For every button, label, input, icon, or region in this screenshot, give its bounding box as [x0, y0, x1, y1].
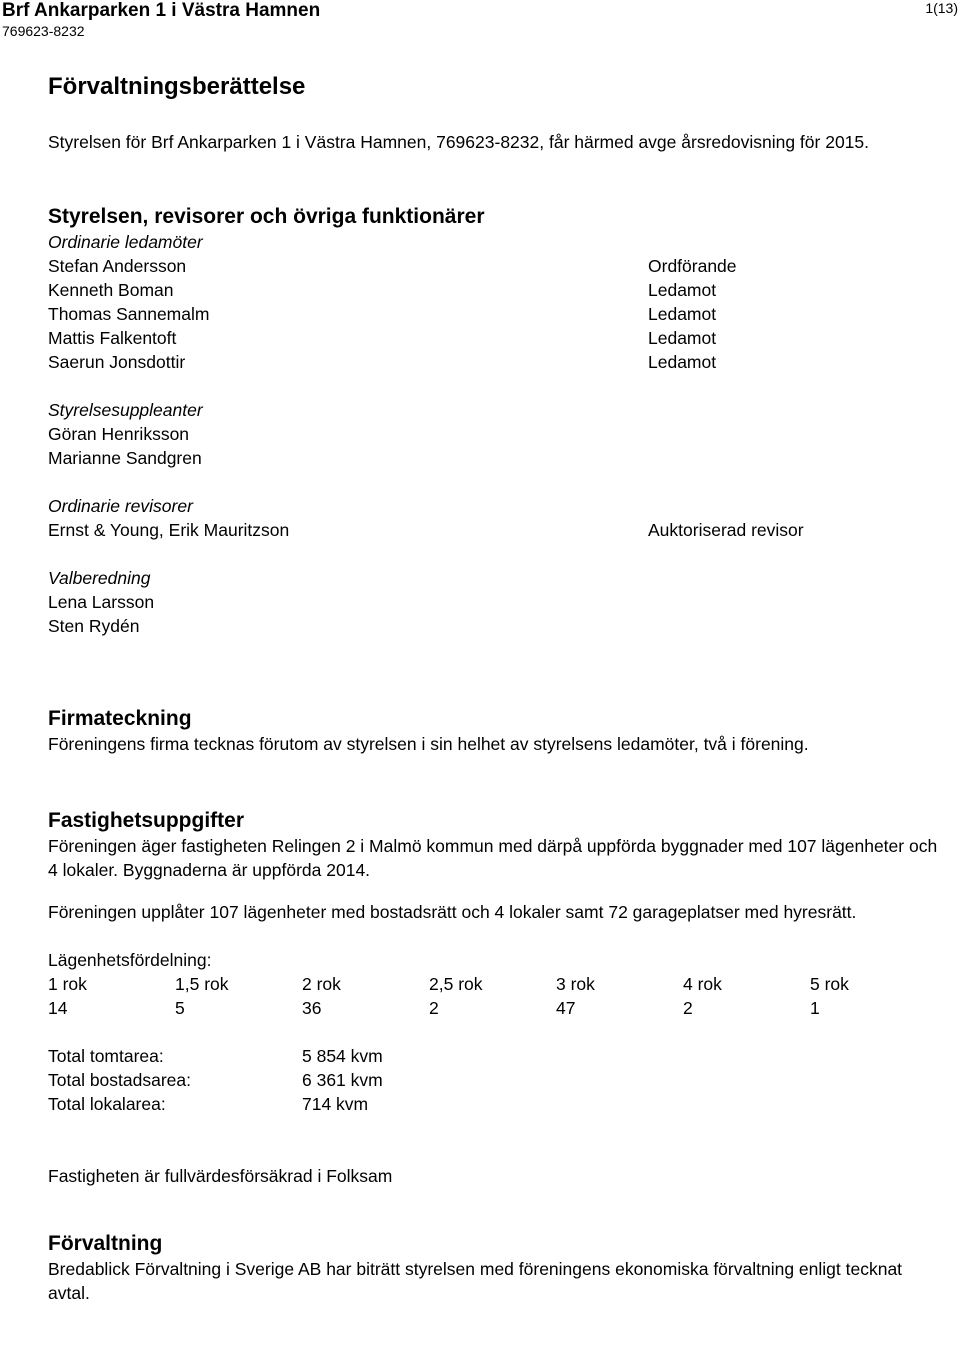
auditor-role: Auktoriserad revisor: [648, 520, 804, 540]
member-name: Thomas Sannemalm: [48, 304, 210, 324]
area-label: Total bostadsarea:: [48, 1070, 192, 1090]
board-heading: Styrelsen, revisorer och övriga funktionärer: [48, 205, 485, 228]
intro-paragraph: Styrelsen för Brf Ankarparken 1 i Västra Hamnen, 769623-8232, får härmed avge årsredovisning för 2015.: [48, 132, 870, 152]
distribution-type: 3 rok: [556, 974, 595, 994]
page-title: Förvaltningsberättelse: [48, 73, 306, 100]
distribution-count: 2: [429, 998, 439, 1018]
area-label: Total lokalarea:: [48, 1094, 166, 1114]
header-org-number: 769623-8232: [2, 23, 85, 39]
distribution-type: 1,5 rok: [175, 974, 229, 994]
nomination-label: Valberedning: [48, 568, 151, 588]
signing-heading: Firmateckning: [48, 707, 192, 730]
insurance-note: Fastigheten är fullvärdesförsäkrad i Folksam: [48, 1166, 393, 1186]
members-label: Ordinarie ledamöter: [48, 232, 203, 252]
distribution-count: 47: [556, 998, 576, 1018]
distribution-label: Lägenhetsfördelning:: [48, 950, 212, 970]
deputies-label: Styrelsesuppleanter: [48, 400, 203, 420]
members-list: [48, 254, 948, 374]
member-name: Mattis Falkentoft: [48, 328, 177, 348]
distribution-count: 1: [810, 998, 820, 1018]
distribution-table: [48, 972, 948, 1020]
auditors-list: [48, 518, 948, 542]
management-text: Bredablick Förvaltning i Sverige AB har biträtt styrelsen med föreningens ekonomiska förvaltning enligt tecknat avtal.: [48, 1259, 903, 1303]
areas-table: [48, 1044, 948, 1116]
distribution-count: 5: [175, 998, 185, 1018]
distribution-type: 2 rok: [302, 974, 341, 994]
auditor-name: Ernst & Young, Erik Mauritzson: [48, 520, 290, 540]
header-page-number: 1(13): [925, 0, 958, 16]
member-role: Ledamot: [648, 352, 717, 372]
nomination-member: Lena Larsson: [48, 592, 155, 612]
distribution-type: 4 rok: [683, 974, 722, 994]
signing-text: Föreningens firma tecknas förutom av styrelsen i sin helhet av styrelsens ledamöter, två i förening.: [48, 734, 809, 754]
member-name: Saerun Jonsdottir: [48, 352, 186, 372]
area-value: 714 kvm: [302, 1094, 369, 1114]
distribution-type: 5 rok: [810, 974, 849, 994]
member-role: Ledamot: [648, 280, 717, 300]
property-heading: Fastighetsuppgifter: [48, 809, 245, 832]
member-role: Ledamot: [648, 328, 717, 348]
distribution-type: 1 rok: [48, 974, 87, 994]
property-paragraph: Föreningen upplåter 107 lägenheter med bostadsrätt och 4 lokaler samt 72 garageplatser med hyresrätt.: [48, 902, 857, 922]
area-value: 6 361 kvm: [302, 1070, 383, 1090]
deputy-name: Göran Henriksson: [48, 424, 190, 444]
member-role: Ledamot: [648, 304, 717, 324]
distribution-count: 36: [302, 998, 322, 1018]
member-name: Kenneth Boman: [48, 280, 174, 300]
distribution-count: 2: [683, 998, 693, 1018]
area-value: 5 854 kvm: [302, 1046, 383, 1066]
nomination-member: Sten Rydén: [48, 616, 140, 636]
member-role: Ordförande: [648, 256, 737, 276]
auditors-label: Ordinarie revisorer: [48, 496, 193, 516]
distribution-type: 2,5 rok: [429, 974, 483, 994]
header-association-name: Brf Ankarparken 1 i Västra Hamnen: [2, 0, 321, 21]
management-heading: Förvaltning: [48, 1232, 163, 1255]
deputy-name: Marianne Sandgren: [48, 448, 202, 468]
distribution-count: 14: [48, 998, 68, 1018]
area-label: Total tomtarea:: [48, 1046, 164, 1066]
report-body: [48, 72, 948, 1305]
member-name: Stefan Andersson: [48, 256, 187, 276]
property-paragraph: Föreningen äger fastigheten Relingen 2 i Malmö kommun med därpå uppförda byggnader med 107 lägenheter och 4 lokaler. Byggnaderna är uppförda 2014.: [48, 836, 938, 880]
